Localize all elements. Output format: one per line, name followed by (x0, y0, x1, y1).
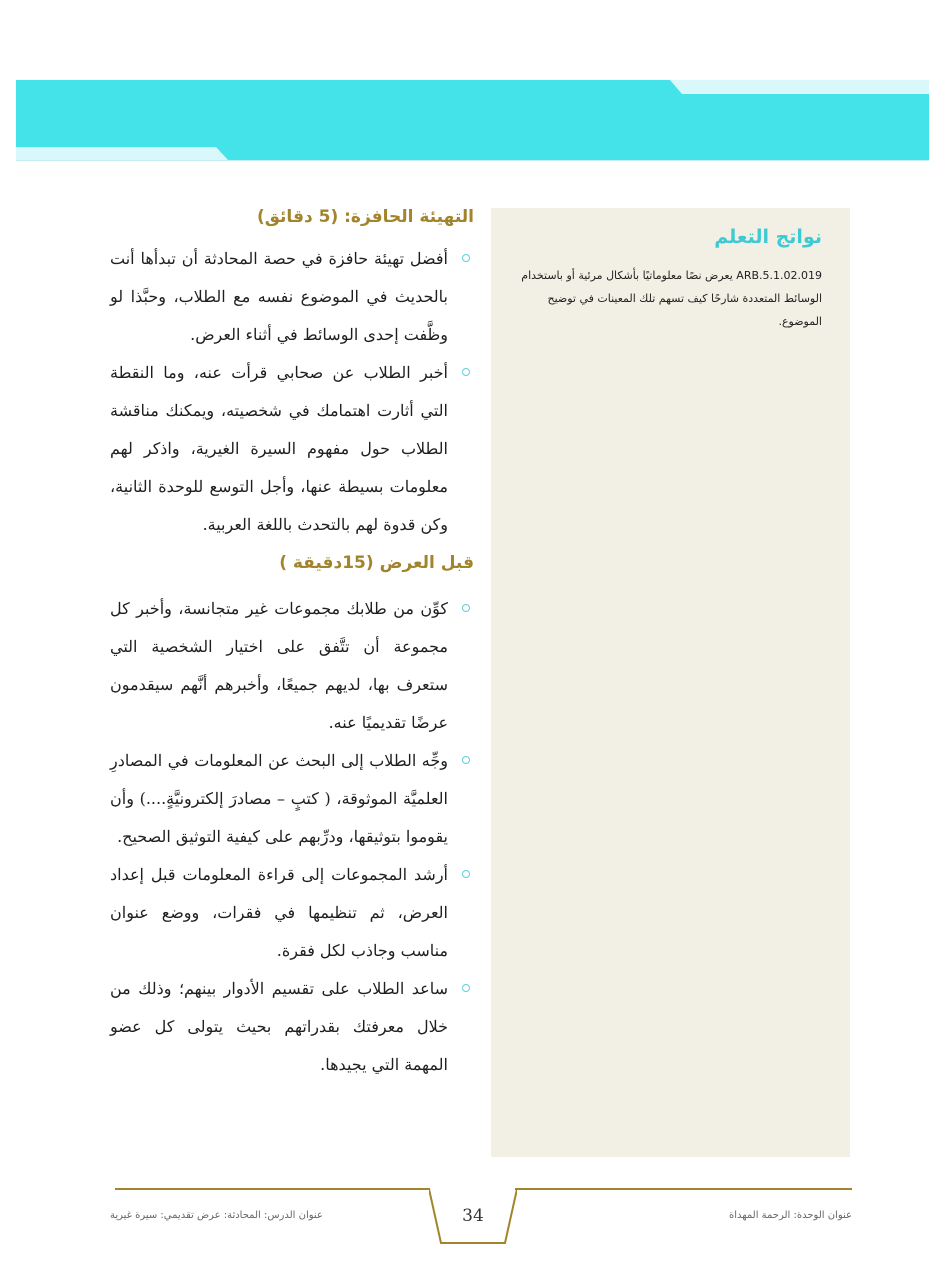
learning-outcomes-text: ARB.5.1.02.019 يعرض نصًا معلوماتيًا بأشكال مرئية أو باستخدام الوسائط المتعددة شارحًا كيف تسهم تلك المعينات في توضيح الموضوع. (521, 269, 822, 328)
footer-rule-right (515, 1188, 852, 1190)
lesson-content (110, 206, 474, 1084)
footer-lesson-title: عنوان الدرس: المحادثة: عرض تقديمي: سيرة غيرية (110, 1210, 323, 1221)
list-item (110, 970, 474, 1084)
bullet-text: أرشد المجموعات إلى قراءة المعلومات قبل إعداد العرض، ثم تنظيمها في فقرات، ووضع عنوان مناسب وجاذب لكل فقرة. (110, 865, 448, 960)
bullet-text: أفضل تهيئة حافزة في حصة المحادثة أن تبدأها أنت بالحديث في الموضوع نفسه مع الطلاب، وحبَّذا لو وظَّفت إحدى الوسائط في أثناء العرض. (110, 249, 448, 344)
list-item (110, 742, 474, 856)
page-number: 34 (462, 1206, 484, 1226)
warmup-heading: التهيئة الحافزة: (5 دقائق) (256, 207, 474, 227)
circle-bullet-icon (462, 368, 470, 376)
bullet-text: كوِّن من طلابك مجموعات غير متجانسة، وأخبر كل مجموعة أن تتَّفق على اختيار الشخصية التي ستعرف بها، لديهم جميعًا، وأخبرهم أنَّهم سيقدمون عرضًا تقديميًا عنه. (110, 599, 448, 732)
learning-outcomes-title: نواتج التعلم (714, 226, 822, 248)
footer-rule-left (115, 1188, 430, 1190)
header-banner-accent-bottom (16, 147, 228, 160)
circle-bullet-icon (462, 604, 470, 612)
header-banner-accent-top (670, 80, 929, 94)
list-item (110, 590, 474, 742)
bullet-text: وجِّه الطلاب إلى البحث عن المعلومات في المصادرِ العلميَّة الموثوقة، ( كتبٍ – مصادرَ إلكترونيَّةٍ....) وأن يقوموا بتوثيقها، ودرِّبهم على كيفية التوثيق الصحيح. (110, 751, 448, 846)
bullet-text: ساعد الطلاب على تقسيم الأدوار بينهم؛ وذلك من خلال معرفتك بقدراتهم بحيث يتولى كل عضو المهمة التي يجيدها. (110, 979, 448, 1074)
list-item (110, 240, 474, 354)
footer-unit-title: عنوان الوحدة: الرحمة المهداة (729, 1210, 852, 1221)
header-banner-edge (16, 160, 929, 161)
circle-bullet-icon (462, 870, 470, 878)
learning-outcomes-panel (491, 208, 850, 1157)
list-item (110, 354, 474, 544)
circle-bullet-icon (462, 254, 470, 262)
bullet-text: أخبر الطلاب عن صحابي قرأت عنه، وما النقطة التي أثارت اهتمامك في شخصيته، ويمكنك مناقشة الطلاب حول مفهوم السيرة الغيرية، واذكر لهم معلومات بسيطة عنها، وأجل التوسع للوحدة الثانية، وكن قدوة لهم بالتحدث باللغة العربية. (110, 363, 448, 534)
circle-bullet-icon (462, 984, 470, 992)
before-presentation-heading: قبل العرض (15دقيقة ) (279, 553, 474, 573)
list-item (110, 856, 474, 970)
circle-bullet-icon (462, 756, 470, 764)
